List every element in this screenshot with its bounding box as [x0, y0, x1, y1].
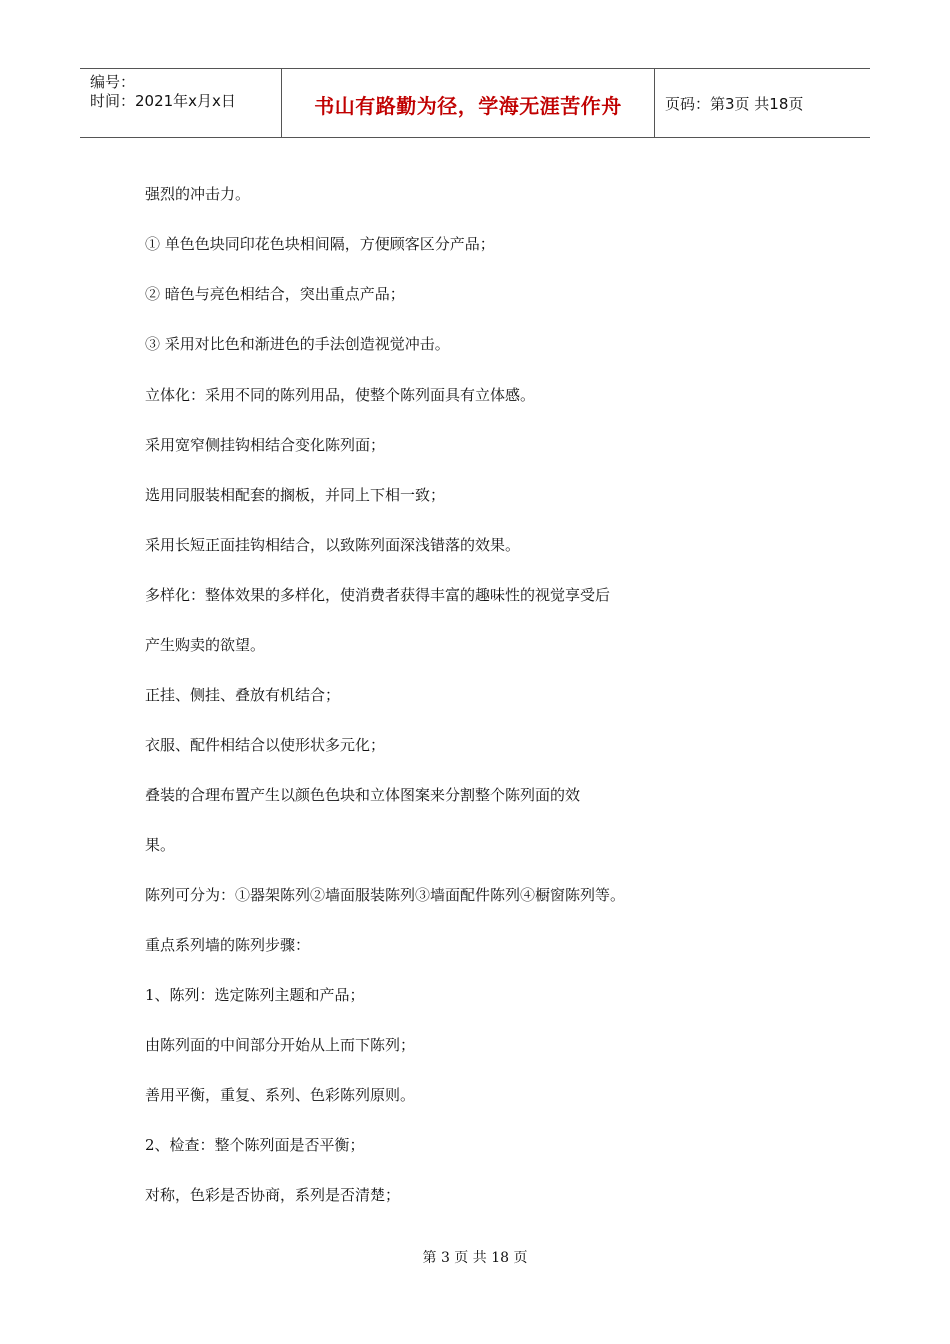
header-motto: 书山有路勤为径，学海无涯苦作舟: [314, 94, 622, 118]
paragraph: 2、检查：整个陈列面是否平衡；: [145, 1136, 365, 1154]
header-meta-cell: [80, 69, 282, 137]
paragraph: 产生购卖的欲望。: [145, 636, 266, 654]
paragraph: ③ 采用对比色和渐进色的手法创造视觉冲击。: [145, 335, 450, 353]
paragraph: ② 暗色与亮色相结合，突出重点产品；: [145, 285, 405, 303]
footer-page-number: 第 3 页 共 18 页: [422, 1250, 528, 1266]
document-header: [80, 68, 870, 138]
paragraph: 采用宽窄侧挂钩相结合变化陈列面；: [145, 436, 386, 454]
paragraph: 对称，色彩是否协商，系列是否清楚；: [145, 1186, 401, 1204]
document-date: 时间：2021年x月x日: [90, 92, 236, 110]
paragraph: 陈列可分为：①器架陈列②墙面服装陈列③墙面配件陈列④橱窗陈列等。: [145, 886, 626, 904]
page-footer: [0, 1247, 950, 1267]
header-motto-cell: [282, 69, 655, 137]
paragraph: 果。: [145, 836, 176, 854]
paragraph: 正挂、侧挂、叠放有机结合；: [145, 686, 341, 704]
document-number-label: 编号：: [90, 73, 136, 91]
paragraph: ① 单色色块同印花色块相间隔，方便顾客区分产品；: [145, 235, 495, 253]
header-page-info: 页码：第3页 共18页: [665, 95, 804, 113]
paragraph: 多样化：整体效果的多样化，使消费者获得丰富的趣味性的视觉享受后: [145, 586, 611, 604]
paragraph: 1、陈列：选定陈列主题和产品；: [145, 986, 365, 1004]
paragraph: 采用长短正面挂钩相结合，以致陈列面深浅错落的效果。: [145, 536, 521, 554]
paragraph: 由陈列面的中间部分开始从上而下陈列；: [145, 1036, 416, 1054]
paragraph: 强烈的冲击力。: [145, 185, 251, 203]
paragraph: 立体化：采用不同的陈列用品，使整个陈列面具有立体感。: [145, 386, 536, 404]
paragraph: 叠装的合理布置产生以颜色色块和立体图案来分割整个陈列面的效: [145, 786, 581, 804]
header-page-cell: [655, 69, 870, 137]
paragraph: 善用平衡，重复、系列、色彩陈列原则。: [145, 1086, 416, 1104]
paragraph: 衣服、配件相结合以使形状多元化；: [145, 736, 386, 754]
paragraph: 重点系列墙的陈列步骤：: [145, 936, 311, 954]
paragraph: 选用同服装相配套的搁板，并同上下相一致；: [145, 486, 446, 504]
